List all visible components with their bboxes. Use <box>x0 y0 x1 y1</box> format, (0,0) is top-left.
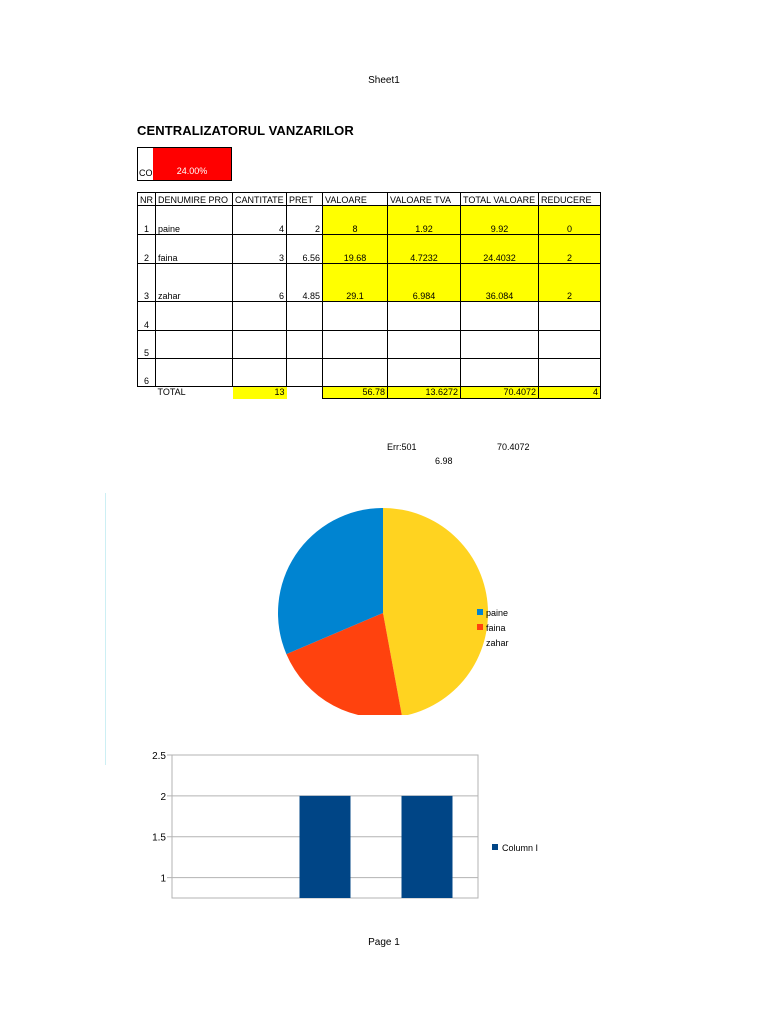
legend-swatch-paine <box>477 609 483 615</box>
cell-total-value <box>461 359 539 387</box>
cell-value <box>323 359 388 387</box>
cell-product: faina <box>156 235 233 264</box>
cell-nr: 5 <box>138 331 156 359</box>
cell-discount <box>539 359 601 387</box>
page-divider-line <box>105 493 106 765</box>
total-label: TOTAL <box>157 387 186 397</box>
cell-product: zahar <box>156 264 233 302</box>
header-cell: NR <box>138 193 156 206</box>
cell-total-value <box>461 331 539 359</box>
cell-vat: 4.7232 <box>388 235 461 264</box>
cell-discount <box>539 331 601 359</box>
extra-value-1: 70.4072 <box>497 442 530 452</box>
extra-value-2: 6.98 <box>435 456 453 466</box>
table-row <box>138 206 601 235</box>
error-cell: Err:501 <box>387 442 417 452</box>
header-cell: VALOARE TVA <box>388 193 461 206</box>
legend-label-column-i: Column I <box>502 843 539 853</box>
header-cell: VALOARE <box>323 193 388 206</box>
legend-label-zahar: zahar <box>486 638 509 648</box>
co-box <box>137 147 232 181</box>
cell-vat <box>388 359 461 387</box>
cell-value: 29.1 <box>323 264 388 302</box>
cell-nr: 2 <box>138 235 156 264</box>
total-quantity: 13 <box>233 387 287 399</box>
total-total-value: 70.4072 <box>461 387 539 399</box>
page-footer: Page 1 <box>368 937 400 948</box>
cell-product <box>156 302 233 331</box>
cell-price <box>287 359 323 387</box>
cell-nr: 6 <box>138 359 156 387</box>
cell-nr: 4 <box>138 302 156 331</box>
bar-y-axis <box>152 751 166 885</box>
legend-swatch-column-i <box>492 844 498 850</box>
bar-series <box>300 796 453 898</box>
cell-quantity: 6 <box>233 264 287 302</box>
cell-value <box>323 331 388 359</box>
page-header: Sheet1 <box>368 75 400 86</box>
cell-vat <box>388 302 461 331</box>
table-row <box>138 264 601 302</box>
total-discount: 4 <box>539 387 601 399</box>
cell-vat <box>388 331 461 359</box>
cell-product <box>156 331 233 359</box>
legend-swatch-faina <box>477 624 483 630</box>
pie-crop-mask <box>270 715 480 720</box>
y-tick-label: 1.5 <box>152 832 166 844</box>
cell-price <box>287 331 323 359</box>
header-cell: DENUMIRE PRO <box>156 193 233 206</box>
cell-quantity <box>233 302 287 331</box>
cell-discount: 2 <box>539 264 601 302</box>
bar-2 <box>300 796 351 898</box>
cell-discount <box>539 302 601 331</box>
total-row <box>138 387 601 399</box>
legend-label-faina: faina <box>486 623 506 633</box>
cell-product <box>156 359 233 387</box>
header-cell: CANTITATE <box>233 193 287 206</box>
cell-quantity <box>233 331 287 359</box>
cell-vat: 1.92 <box>388 206 461 235</box>
cell-quantity: 4 <box>233 206 287 235</box>
cell-discount: 2 <box>539 235 601 264</box>
pie-slice-zahar <box>383 508 488 716</box>
sheet-title: CENTRALIZATORUL VANZARILOR <box>137 123 354 138</box>
header-cell: REDUCERE <box>539 193 601 206</box>
header-cell: TOTAL VALOARE <box>461 193 539 206</box>
cell-quantity: 3 <box>233 235 287 264</box>
cell-price <box>287 302 323 331</box>
legend-label-paine: paine <box>486 608 509 618</box>
bar-3 <box>402 796 453 898</box>
cell-value <box>323 302 388 331</box>
cell-product: paine <box>156 206 233 235</box>
total-spacer <box>287 387 323 399</box>
cell-discount: 0 <box>539 206 601 235</box>
cell-price: 4.85 <box>287 264 323 302</box>
cell-total-value <box>461 302 539 331</box>
cell-vat: 6.984 <box>388 264 461 302</box>
pie-slices <box>270 508 488 720</box>
co-value: 24.00% <box>153 148 231 180</box>
table-row <box>138 359 601 387</box>
table-row <box>138 302 601 331</box>
total-value: 56.78 <box>323 387 388 399</box>
table-row <box>138 235 601 264</box>
y-tick-label: 1 <box>160 873 166 885</box>
cell-nr: 3 <box>138 264 156 302</box>
y-tick-label: 2 <box>160 791 166 803</box>
cell-value: 8 <box>323 206 388 235</box>
cell-price: 6.56 <box>287 235 323 264</box>
cell-quantity <box>233 359 287 387</box>
y-tick-label: 2.5 <box>152 751 166 762</box>
cell-total-value: 24.4032 <box>461 235 539 264</box>
co-label: CO <box>139 168 153 178</box>
bar-chart <box>140 745 560 905</box>
table-header-row <box>138 193 601 206</box>
cell-price: 2 <box>287 206 323 235</box>
table-row <box>138 331 601 359</box>
cell-nr: 1 <box>138 206 156 235</box>
cell-total-value: 36.084 <box>461 264 539 302</box>
sales-table <box>137 192 601 399</box>
cell-value: 19.68 <box>323 235 388 264</box>
pie-chart <box>270 495 530 720</box>
total-spacer <box>138 387 156 399</box>
header-cell: PRET <box>287 193 323 206</box>
total-vat: 13.6272 <box>388 387 461 399</box>
cell-total-value: 9.92 <box>461 206 539 235</box>
